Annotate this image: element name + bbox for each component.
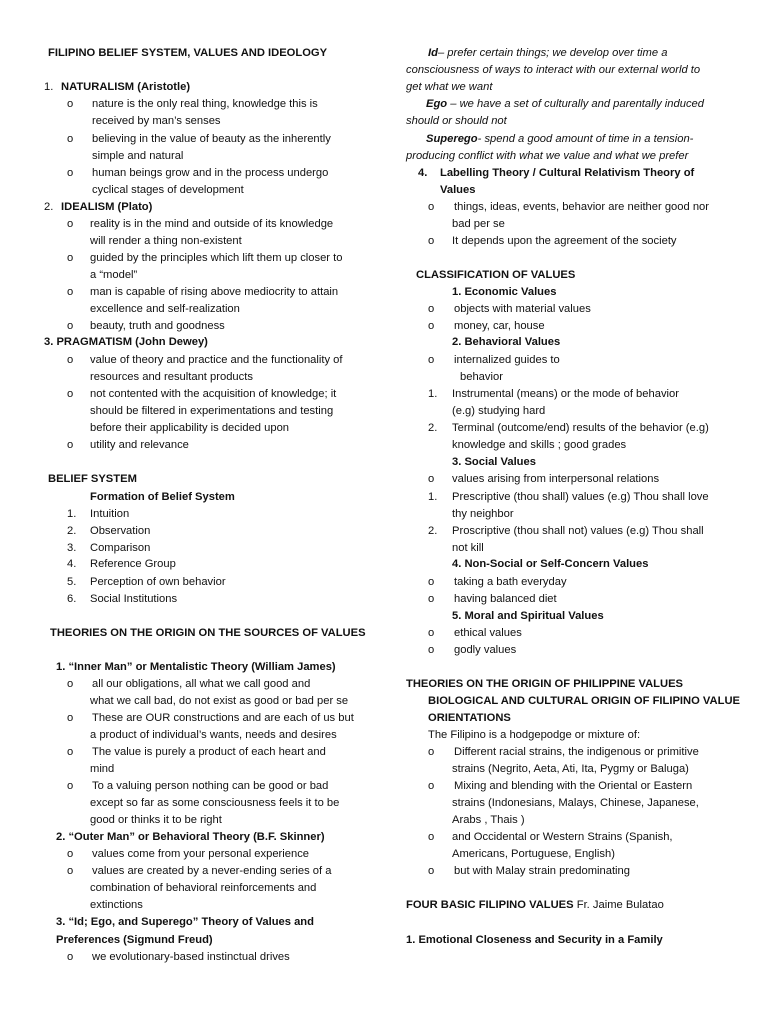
bullet: o <box>67 218 74 230</box>
list-item: values come from your personal experience <box>92 848 310 860</box>
bullet: o <box>428 354 435 366</box>
list-number: 4. <box>67 558 77 570</box>
list-number: 4. <box>418 167 428 179</box>
bullet: o <box>67 712 74 724</box>
bullet: o <box>428 644 435 656</box>
list-item: we evolutionary-based instinctual drives <box>92 951 290 963</box>
list-item: value of theory and practice and the functionality of <box>90 354 343 366</box>
list-item: These are OUR constructions and are each of us but <box>92 712 354 724</box>
list-item: having balanced diet <box>454 593 557 605</box>
list-item: except so far as some consciousness feels it to be <box>90 797 340 809</box>
list-item: mind <box>90 763 115 775</box>
bullet: o <box>67 865 74 877</box>
theory-heading: Labelling Theory / Cultural Relativism Theory of <box>440 167 695 179</box>
list-item: Intuition <box>90 508 130 520</box>
list-item: good or thinks it to be right <box>90 814 222 826</box>
bullet: o <box>67 746 74 758</box>
id-line <box>428 46 667 61</box>
philippine-values-subheading: BIOLOGICAL AND CULTURAL ORIGIN OF FILIPINO VALUE <box>428 695 740 707</box>
bullet: o <box>67 780 74 792</box>
list-item: strains (Negrito, Aeta, Ati, Ita, Pygmy or Baluga) <box>452 763 689 775</box>
list-item: Arabs , Thais ) <box>452 814 525 826</box>
list-item: Perception of own behavior <box>90 576 226 588</box>
list-number: 2. <box>428 525 438 537</box>
list-item: what we call bad, do not exist as good or bad per se <box>90 695 349 707</box>
value-category: 2. Behavioral Values <box>452 336 561 348</box>
list-item: beauty, truth and goodness <box>90 320 225 332</box>
list-number: 1. <box>428 491 438 503</box>
philippine-values-subheading: ORIENTATIONS <box>428 712 511 724</box>
paragraph-line: The Filipino is a hodgepodge or mixture of: <box>428 729 641 741</box>
first-value-heading: 1. Emotional Closeness and Security in a Family <box>406 934 663 946</box>
list-item: believing in the value of beauty as the inherently <box>92 133 331 145</box>
ego-line <box>426 97 704 112</box>
id-label: Id <box>428 47 438 59</box>
bullet: o <box>428 593 435 605</box>
list-item: not contented with the acquisition of knowledge; it <box>90 388 337 400</box>
bullet: o <box>428 865 435 877</box>
list-item: Observation <box>90 525 151 537</box>
list-item: reality is in the mind and outside of its knowledge <box>90 218 334 230</box>
list-item: a product of individual’s wants, needs and desires <box>90 729 337 741</box>
list-item: guided by the principles which lift them up closer to <box>90 252 343 264</box>
list-item: ethical values <box>454 627 522 639</box>
pragmatism-heading: 3. PRAGMATISM (John Dewey) <box>44 336 208 348</box>
bullet: o <box>67 286 74 298</box>
list-item: will render a thing non-existent <box>90 235 242 247</box>
list-number: 1. <box>67 508 77 520</box>
idealism-heading: IDEALISM (Plato) <box>61 201 153 213</box>
bullet: o <box>67 848 74 860</box>
ego-label: Ego <box>426 98 448 110</box>
list-number: 2. <box>67 525 77 537</box>
id-text: – prefer certain things; we develop over time a <box>437 47 668 59</box>
list-item: To a valuing person nothing can be good or bad <box>92 780 329 792</box>
list-number: 5. <box>67 576 77 588</box>
value-category: 4. Non-Social or Self-Concern Values <box>452 558 649 570</box>
list-item: Proscriptive (thou shall not) values (e.g) Thou shall <box>452 525 704 537</box>
theory-heading: Preferences (Sigmund Freud) <box>56 934 213 946</box>
list-item: received by man’s senses <box>92 115 221 127</box>
paragraph-line: get what we want <box>406 81 493 93</box>
list-item: man is capable of rising above mediocrity to attain <box>90 286 339 298</box>
list-item: godly values <box>454 644 517 656</box>
bullet: o <box>428 235 435 247</box>
list-item: before their applicability is decided upon <box>90 422 290 434</box>
list-item: strains (Indonesians, Malays, Chinese, Japanese, <box>452 797 699 809</box>
paragraph-line: producing conflict with what we value and what we prefer <box>406 150 689 162</box>
list-item: Americans, Portuguese, English) <box>452 848 615 860</box>
bullet: o <box>67 439 74 451</box>
ego-text: – we have a set of culturally and parentally induced <box>447 98 704 110</box>
list-item: Reference Group <box>90 558 176 570</box>
bullet: o <box>67 678 74 690</box>
list-item: Mixing and blending with the Oriental or Eastern <box>454 780 693 792</box>
belief-system-heading: BELIEF SYSTEM <box>48 473 137 485</box>
four-values-author: Fr. Jaime Bulatao <box>573 899 664 911</box>
bullet: o <box>428 627 435 639</box>
bullet: o <box>67 320 74 332</box>
superego-text: - spend a good amount of time in a tension- <box>477 133 694 145</box>
list-item: cyclical stages of development <box>92 184 244 196</box>
value-category: 3. Social Values <box>452 456 536 468</box>
bullet: o <box>428 831 435 843</box>
list-item: combination of behavioral reinforcements and <box>90 882 317 894</box>
list-number: 1. <box>428 388 438 400</box>
theory-heading: 1. “Inner Man” or Mentalistic Theory (William James) <box>56 661 336 673</box>
list-number: 1. <box>44 81 54 93</box>
list-item: nature is the only real thing, knowledge this is <box>92 98 318 110</box>
four-values-heading: FOUR BASIC FILIPINO VALUES <box>406 899 574 911</box>
list-item: taking a bath everyday <box>454 576 567 588</box>
list-item: utility and relevance <box>90 439 189 451</box>
philippine-values-heading: THEORIES ON THE ORIGIN OF PHILIPPINE VALUES <box>406 678 684 690</box>
list-item: extinctions <box>90 899 143 911</box>
list-item: (e.g) studying hard <box>452 405 546 417</box>
list-item: It depends upon the agreement of the society <box>452 235 677 247</box>
list-item: knowledge and skills ; good grades <box>452 439 627 451</box>
list-item: a “model” <box>90 269 138 281</box>
list-item: money, car, house <box>454 320 545 332</box>
list-item: Comparison <box>90 542 151 554</box>
list-item: resources and resultant products <box>90 371 253 383</box>
bullet: o <box>67 98 74 110</box>
list-number: 3. <box>67 542 77 554</box>
paragraph-line: should or should not <box>406 115 507 127</box>
list-item: excellence and self-realization <box>90 303 240 315</box>
list-item: and Occidental or Western Strains (Spanish, <box>452 831 673 843</box>
list-item: should be filtered in experimentations and testing <box>90 405 334 417</box>
list-item: Social Institutions <box>90 593 178 605</box>
bullet: o <box>67 252 74 264</box>
bullet: o <box>428 576 435 588</box>
list-item: values are created by a never-ending series of a <box>92 865 332 877</box>
classification-heading: CLASSIFICATION OF VALUES <box>416 269 576 281</box>
value-category: 5. Moral and Spiritual Values <box>452 610 604 622</box>
superego-label: Superego <box>426 133 478 145</box>
list-item: bad per se <box>452 218 505 230</box>
theory-heading: 2. “Outer Man” or Behavioral Theory (B.F. Skinner) <box>56 831 325 843</box>
bullet: o <box>428 303 435 315</box>
list-item: Prescriptive (thou shall) values (e.g) Thou shall love <box>452 491 709 503</box>
list-number: 6. <box>67 593 77 605</box>
list-item: simple and natural <box>92 150 184 162</box>
list-item: all our obligations, all what we call good and <box>92 678 311 690</box>
naturalism-heading: NATURALISM (Aristotle) <box>61 81 191 93</box>
list-number: 2. <box>428 422 438 434</box>
bullet: o <box>67 167 74 179</box>
list-item: Different racial strains, the indigenous or primitive <box>454 746 699 758</box>
bullet: o <box>428 780 435 792</box>
list-item: Instrumental (means) or the mode of behavior <box>452 388 679 400</box>
list-item: The value is purely a product of each heart and <box>92 746 326 758</box>
four-values-line <box>406 898 664 913</box>
list-item: Terminal (outcome/end) results of the behavior (e.g) <box>452 422 709 434</box>
list-item: but with Malay strain predominating <box>454 865 630 877</box>
superego-line <box>426 132 693 147</box>
bullet: o <box>67 388 74 400</box>
bullet: o <box>428 746 435 758</box>
list-item: not kill <box>452 542 484 554</box>
list-item: things, ideas, events, behavior are neither good nor <box>454 201 709 213</box>
theories-heading: THEORIES ON THE ORIGIN ON THE SOURCES OF VALUES <box>50 627 366 639</box>
paragraph-line: consciousness of ways to interact with our external world to <box>406 64 701 76</box>
document-title: FILIPINO BELIEF SYSTEM, VALUES AND IDEOLOGY <box>48 47 328 59</box>
theory-heading: Values <box>440 184 476 196</box>
list-item: thy neighbor <box>452 508 514 520</box>
list-number: 2. <box>44 201 54 213</box>
list-item: internalized guides to <box>454 354 560 366</box>
value-category: 1. Economic Values <box>452 286 557 298</box>
bullet: o <box>428 473 435 485</box>
bullet: o <box>428 201 435 213</box>
bullet: o <box>67 951 74 963</box>
bullet: o <box>67 354 74 366</box>
list-item: behavior <box>460 371 503 383</box>
list-item: objects with material values <box>454 303 591 315</box>
list-item: human beings grow and in the process undergo <box>92 167 329 179</box>
belief-system-subheading: Formation of Belief System <box>90 491 235 503</box>
bullet: o <box>428 320 435 332</box>
bullet: o <box>67 133 74 145</box>
theory-heading: 3. “Id; Ego, and Superego” Theory of Values and <box>56 916 314 928</box>
list-item: values arising from interpersonal relations <box>452 473 660 485</box>
